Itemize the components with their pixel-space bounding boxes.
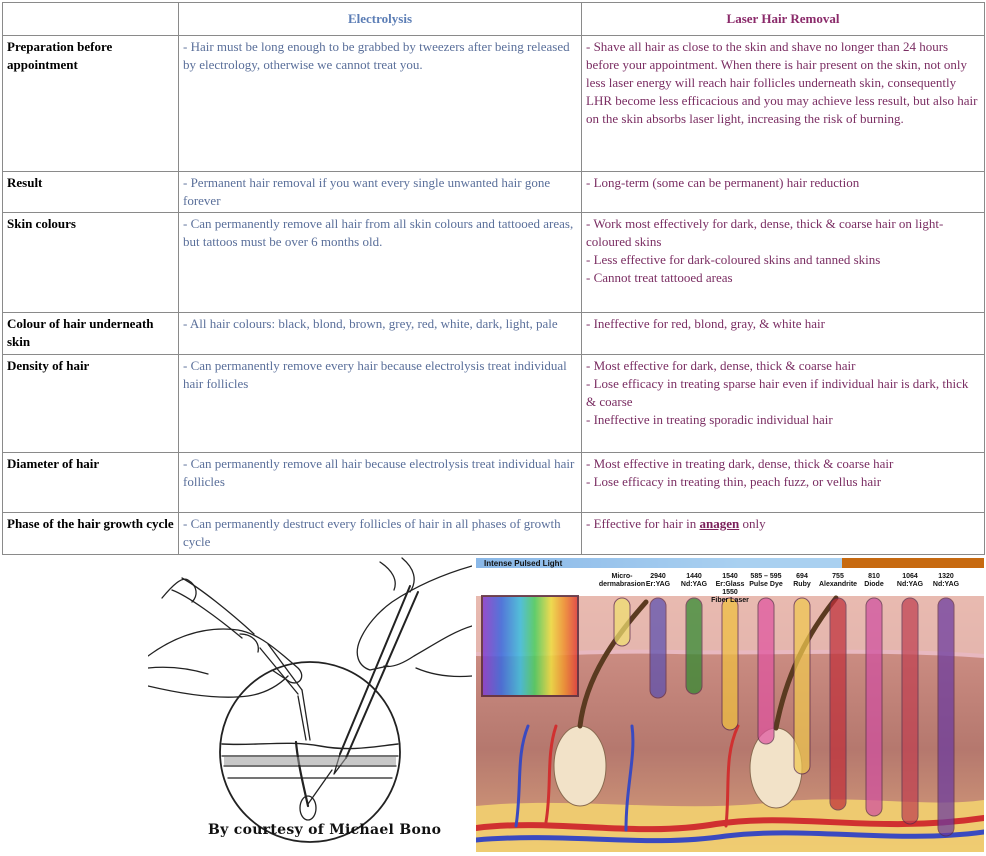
wavelength-label: 2940	[650, 573, 666, 580]
table-row	[3, 36, 985, 172]
laser-growth-phase	[582, 513, 985, 555]
wavelength-column	[866, 598, 882, 816]
wavelength-label: Micro-	[611, 573, 633, 580]
wavelength-column	[902, 598, 918, 824]
wavelength-label: Ruby	[793, 581, 811, 588]
wavelength-label: Nd:YAG	[932, 581, 960, 588]
cell-line: - Lose efficacy in treating sparse hair even if individual hair is dark, thick & coarse	[586, 376, 969, 409]
cell-line: - Can permanently remove all hair because electrolysis treat individual hair follicles	[183, 456, 575, 489]
wavelength-label: Nd:YAG	[680, 581, 708, 588]
laser-phase-prefix: - Effective for hair in	[586, 516, 700, 531]
laser-result	[582, 172, 985, 213]
laser-phase-suffix: only	[739, 516, 766, 531]
image-credit: By courtesy of Michael Bono	[208, 822, 442, 838]
row-label-density: Density of hair	[3, 355, 179, 453]
electrolysis-hair-colour	[179, 313, 582, 355]
cell-line: - Long-term (some can be permanent) hair reduction	[586, 175, 860, 190]
comparison-table	[2, 2, 985, 555]
row-label-result: Result	[3, 172, 179, 213]
cell-line: - Ineffective in treating sporadic individual hair	[586, 412, 833, 427]
wavelength-column	[938, 598, 954, 836]
row-label-preparation: Preparation before appointment	[3, 36, 179, 172]
wavelength-column	[758, 598, 774, 744]
wavelength-label: Diode	[864, 581, 884, 588]
row-label-growth-phase: Phase of the hair growth cycle	[3, 513, 179, 555]
electrolysis-growth-phase	[179, 513, 582, 555]
wavelength-label: Alexandrite	[818, 581, 858, 588]
row-label-skin-colours: Skin colours	[3, 213, 179, 313]
wavelength-column	[794, 598, 810, 774]
wavelength-label: 694	[796, 573, 808, 580]
wavelength-column	[650, 598, 666, 698]
table-row	[3, 355, 985, 453]
laser-density	[582, 355, 985, 453]
laser-diameter	[582, 453, 985, 513]
header-row	[3, 3, 985, 36]
cell-line: - Cannot treat tattooed areas	[586, 270, 733, 285]
row-label-hair-colour: Colour of hair underneath skin	[3, 313, 179, 355]
wavelength-label: 1540	[722, 573, 738, 580]
electrolysis-result	[179, 172, 582, 213]
wavelength-column	[686, 598, 702, 694]
electrolysis-skin-colours	[179, 213, 582, 313]
cell-line: - Can permanently remove all hair from all skin colours and tattooed areas, but tattoos must be over 6 months old.	[183, 216, 574, 249]
ipl-label: Intense Pulsed Light	[484, 559, 563, 568]
electrolysis-density	[179, 355, 582, 453]
cell-line: - Permanent hair removal if you want every single unwanted hair gone forever	[183, 175, 551, 208]
wavelength-label: Er:Glass	[715, 581, 745, 588]
table-row	[3, 213, 985, 313]
wavelength-label: dermabrasion	[598, 581, 646, 588]
header-blank	[3, 3, 179, 36]
wavelength-label: 1320	[938, 573, 954, 580]
wavelength-label: 1550	[722, 589, 738, 596]
anagen-link[interactable]: anagen	[699, 516, 740, 531]
header-laser: Laser Hair Removal	[582, 3, 985, 36]
wavelength-label: 585 – 595	[750, 573, 782, 580]
wavelength-label: 755	[832, 573, 844, 580]
wavelength-label: 1440	[686, 573, 702, 580]
wavelength-label: Nd:YAG	[896, 581, 924, 588]
wavelength-column	[614, 598, 630, 646]
table-row	[3, 313, 985, 355]
wavelength-label: Fiber Laser	[711, 597, 749, 604]
cell-line: - Lose efficacy in treating thin, peach fuzz, or vellus hair	[586, 474, 882, 489]
electrolysis-diameter	[179, 453, 582, 513]
cell-line: - All hair colours: black, blond, brown, grey, red, white, dark, light, pale	[183, 316, 558, 331]
wavelength-column	[722, 598, 738, 730]
cell-line: - Work most effectively for dark, dense, thick & coarse hair on light-coloured skins	[586, 216, 944, 249]
laser-skin-colours	[582, 213, 985, 313]
cell-line: - Most effective in treating dark, dense, thick & coarse hair	[586, 456, 894, 471]
ipl-spectrum-box	[482, 596, 578, 696]
cell-line: - Less effective for dark-coloured skins and tanned skins	[586, 252, 881, 267]
row-label-diameter: Diameter of hair	[3, 453, 179, 513]
cell-line: - Ineffective for red, blond, gray, & white hair	[586, 316, 825, 331]
laser-hair-colour	[582, 313, 985, 355]
cell-line: - Can permanently destruct every follicles of hair in all phases of growth cycle	[183, 516, 561, 549]
table-row	[3, 172, 985, 213]
cell-line: - Most effective for dark, dense, thick & coarse hair	[586, 358, 856, 373]
table-row	[3, 453, 985, 513]
header-electrolysis: Electrolysis	[179, 3, 582, 36]
cell-line: - Can permanently remove every hair because electrolysis treat individual hair follicles	[183, 358, 567, 391]
wavelength-label: 810	[868, 573, 880, 580]
electrolysis-illustration	[148, 556, 472, 852]
table-row	[3, 513, 985, 555]
wavelength-label: Pulse Dye	[749, 581, 783, 588]
ipl-bar-end	[842, 558, 984, 568]
wavelength-label: 1064	[902, 573, 918, 580]
laser-wavelength-illustration	[476, 556, 984, 852]
wavelength-label: Er:YAG	[645, 581, 671, 588]
cell-line: - Hair must be long enough to be grabbed by tweezers after being released by electrology, otherwise we cannot treat you.	[183, 39, 570, 72]
cell-line: - Shave all hair as close to the skin and shave no longer than 24 hours before your appointment. When there is hair present on the skin, not only less laser energy will reach hair follicles underneath skin, consequently LHR become less efficacious and you may achieve less result, but also hair on the skin absorbs laser light, increasing the risk of burning.	[586, 39, 978, 126]
laser-preparation	[582, 36, 985, 172]
wavelength-column	[830, 598, 846, 810]
electrolysis-preparation	[179, 36, 582, 172]
